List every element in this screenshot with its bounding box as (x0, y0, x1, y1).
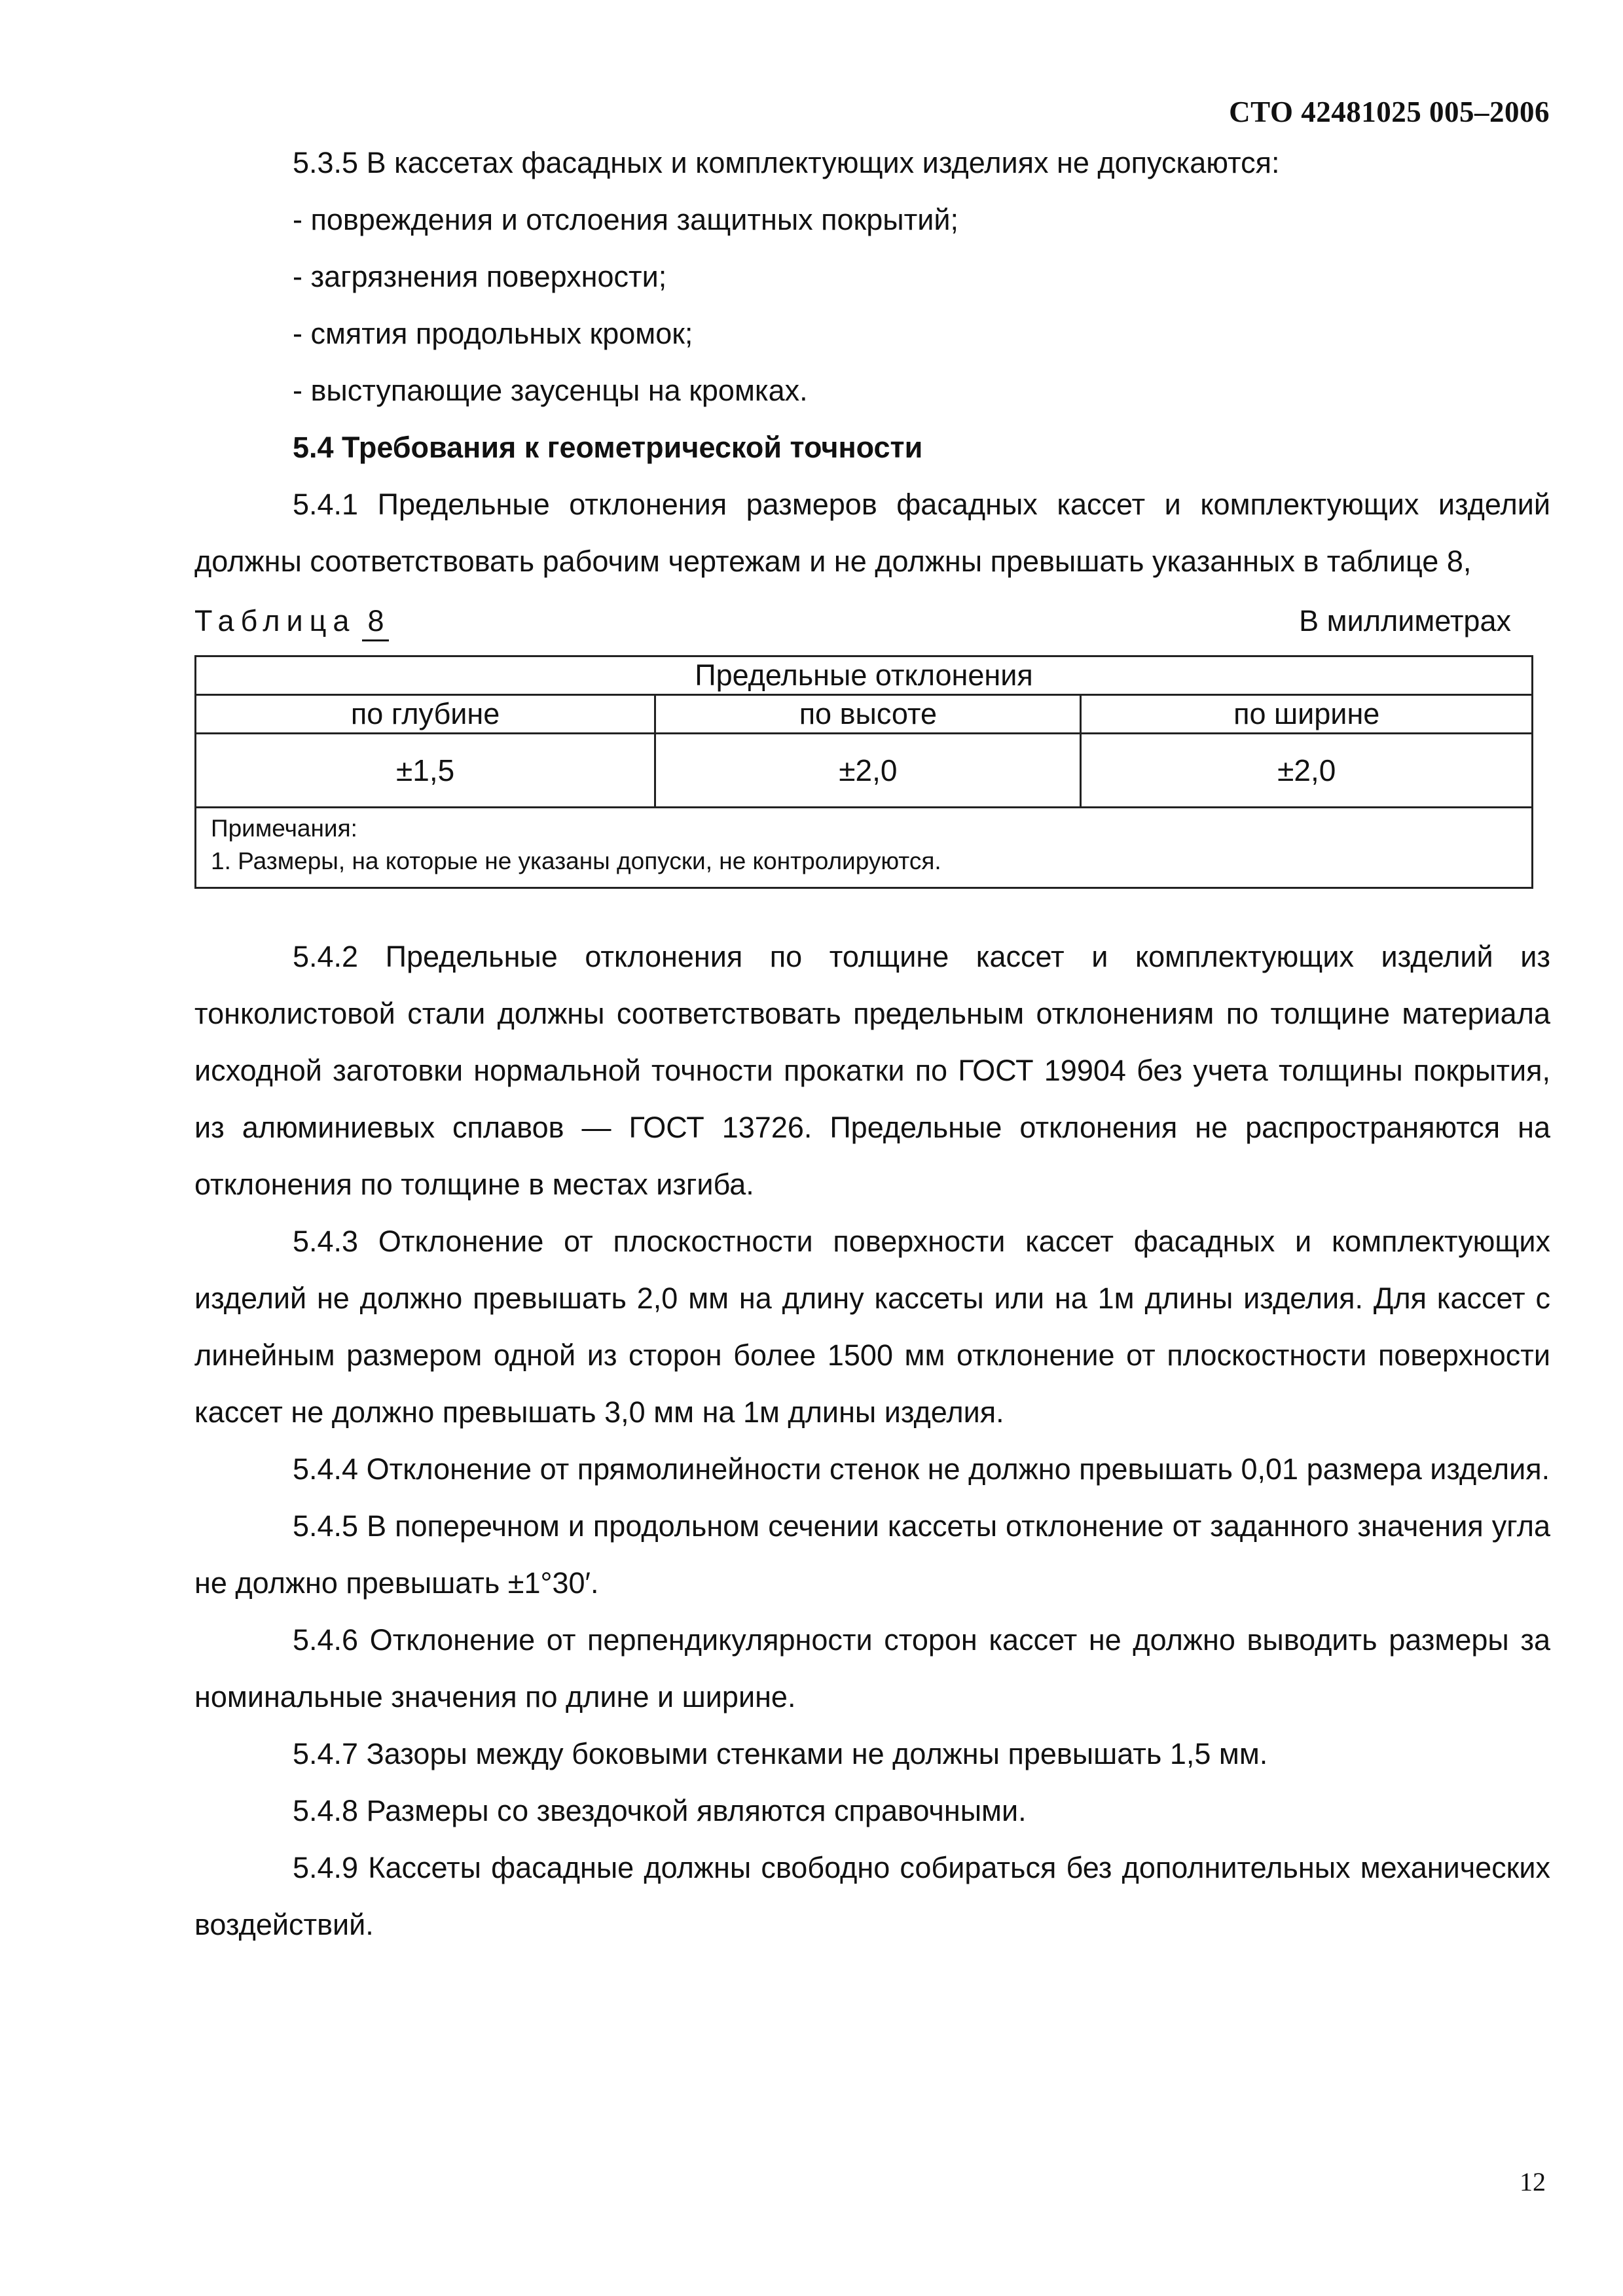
section-title: 5.4 Требования к геометрической точности (293, 431, 923, 464)
table-units: В миллиметрах (1299, 604, 1511, 637)
paragraph-5-3-5: 5.3.5 В кассетах фасадных и комплектующих изделиях не допускаются: (293, 146, 1280, 179)
tolerance-table (194, 655, 1533, 889)
page-body (194, 134, 1550, 1953)
list-item: - смятия продольных кромок; (293, 317, 693, 350)
paragraph-5-4-5: 5.4.5 В поперечном и продольном сечении кассеты отклонение от заданного значения угла не должно превышать ±1°30′. (194, 1509, 1550, 1600)
value-width: ±2,0 (1081, 734, 1533, 808)
table-caption (194, 594, 1550, 646)
column-header-height: по высоте (655, 695, 1081, 734)
paragraphs-after-table (194, 928, 1550, 1953)
document-code-header: СТО 42481025 005–2006 (1229, 96, 1550, 128)
notes-title: Примечания: (211, 815, 357, 842)
table-caption-label: Таблица 8 (194, 604, 389, 641)
note-1: 1. Размеры, на которые не указаны допуски, не контролируются. (211, 848, 941, 874)
paragraph-5-4-7: 5.4.7 Зазоры между боковыми стенками не должны превышать 1,5 мм. (293, 1737, 1268, 1770)
value-depth: ±1,5 (196, 734, 655, 808)
table-number: 8 (362, 604, 389, 641)
list-item: - выступающие заусенцы на кромках. (293, 374, 808, 407)
table-notes (196, 808, 1533, 888)
table-row (196, 734, 1533, 808)
paragraph-5-4-2: 5.4.2 Предельные отклонения по толщине кассет и комплектующих изделий из тонколистовой стали должны соответствовать предельным отклонениям по толщине материала исходной заготовки нормальной точности прокатки по ГОСТ 19904 без учета толщины покрытия, из алюминиевых сплавов — ГОСТ 13726. Предельные отклонения не распространяются на отклонения по толщине в местах изгиба. (194, 940, 1550, 1201)
paragraph-5-4-3: 5.4.3 Отклонение от плоскостности поверхности кассет фасадных и комплектующих изделий не должно превышать 2,0 мм на длину кассеты или на 1м длины изделия. Для кассет с линейным размером одной из сторон более 1500 мм отклонение от плоскостности поверхности кассет не должно превышать 3,0 мм на 1м длины изделия. (194, 1225, 1550, 1429)
value-height: ±2,0 (655, 734, 1081, 808)
paragraph-5-4-9: 5.4.9 Кассеты фасадные должны свободно собираться без дополнительных механических воздействий. (194, 1851, 1550, 1941)
paragraph-5-4-1: 5.4.1 Предельные отклонения размеров фасадных кассет и комплектующих изделий должны соответствовать рабочим чертежам и не должны превышать указанных в таблице 8, (194, 488, 1550, 578)
list-item: - повреждения и отслоения защитных покрытий; (293, 203, 959, 236)
column-header-width: по ширине (1081, 695, 1533, 734)
table-group-header: Предельные отклонения (196, 656, 1533, 695)
paragraph-5-4-4: 5.4.4 Отклонение от прямолинейности стенок не должно превышать 0,01 размера изделия. (293, 1452, 1550, 1486)
column-header-depth: по глубине (196, 695, 655, 734)
page-number: 12 (1520, 2167, 1546, 2197)
paragraph-5-4-8: 5.4.8 Размеры со звездочкой являются справочными. (293, 1794, 1027, 1827)
paragraph-5-4-6: 5.4.6 Отклонение от перпендикулярности сторон кассет не должно выводить размеры за номинальные значения по длине и ширине. (194, 1623, 1550, 1713)
list-item: - загрязнения поверхности; (293, 260, 667, 293)
